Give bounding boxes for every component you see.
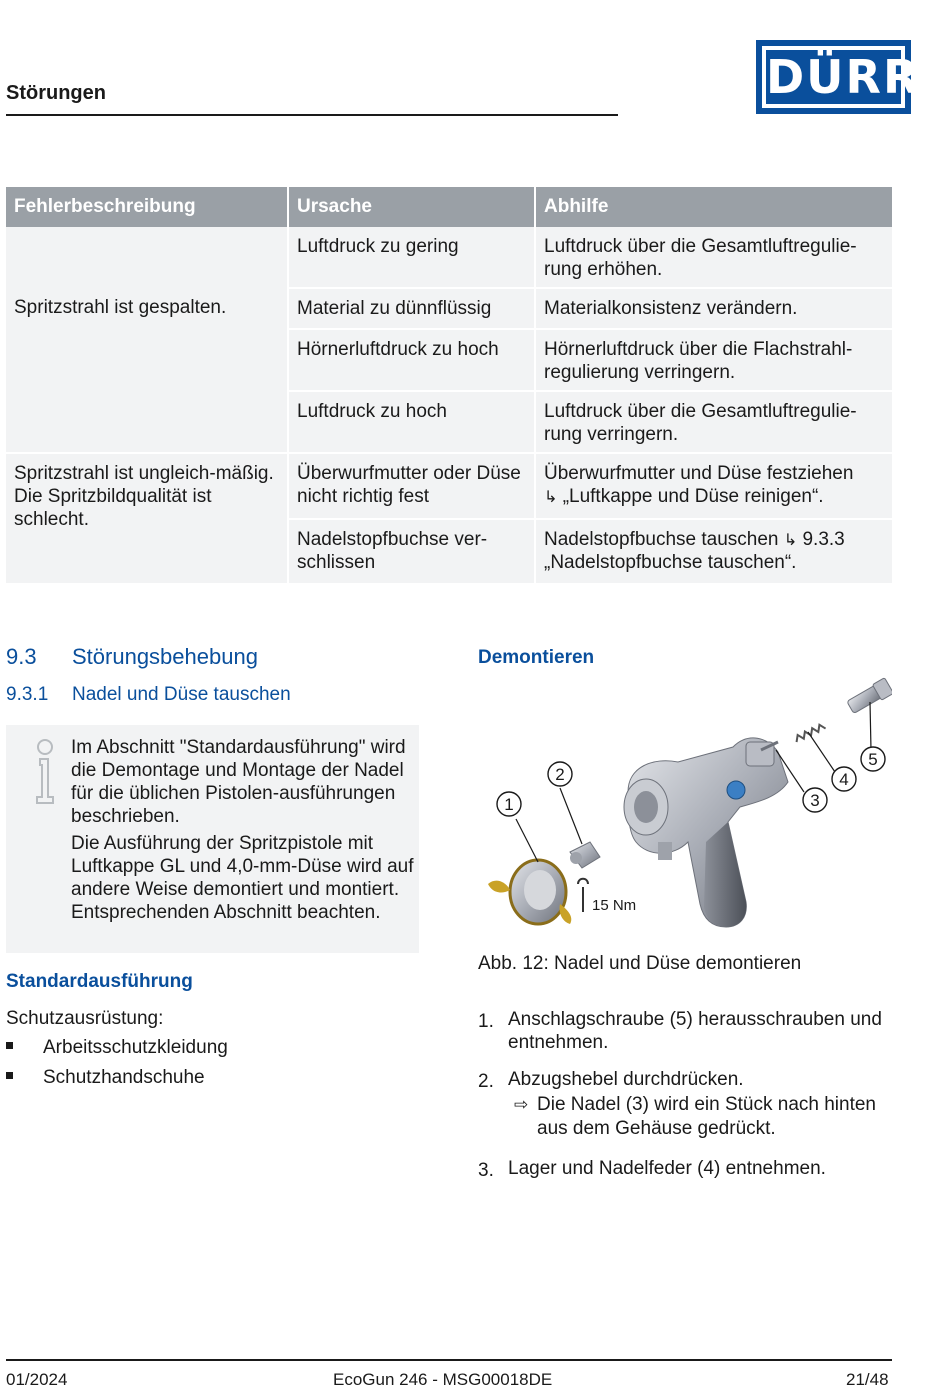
section-number: 9.3 xyxy=(6,644,37,669)
result-arrow-icon: ⇨ xyxy=(514,1095,529,1115)
subsection-number: 9.3.1 xyxy=(6,684,49,705)
footer-page-number: 21/48 xyxy=(846,1370,889,1389)
callout-label: 1 xyxy=(504,795,514,814)
list-item xyxy=(6,1067,205,1089)
table-cell-description xyxy=(6,391,288,453)
table-header-row xyxy=(6,187,892,227)
header-divider xyxy=(6,114,618,116)
footer-date: 01/2024 xyxy=(6,1370,68,1389)
subsection-title: Nadel und Düse tauschen xyxy=(72,684,291,705)
remedy-text: Nadelstopfbuchse tauschen xyxy=(544,529,779,550)
step-text: Lager und Nadelfeder (4) entnehmen. xyxy=(508,1158,826,1179)
table-cell-remedy: Materialkonsistenz verändern. xyxy=(535,288,892,329)
list-item xyxy=(6,1037,228,1059)
step-item xyxy=(478,1068,892,1094)
standard-heading: Standardausführung xyxy=(6,971,193,992)
section-heading xyxy=(6,644,258,670)
equipment-label: Schutzausrüstung: xyxy=(6,1008,164,1029)
step-item xyxy=(478,1157,892,1183)
table-cell-remedy: Luftdruck über die Gesamtluftregulie-rung verringern. xyxy=(535,391,892,453)
step-text: Anschlagschraube (5) herausschrauben und entnehmen. xyxy=(508,1009,882,1053)
cross-reference-link[interactable]: „Nadelstopfbuchse tauschen“. xyxy=(544,552,797,573)
table-row xyxy=(6,288,892,329)
torque-label: 15 Nm xyxy=(592,897,637,914)
step-item xyxy=(478,1008,892,1056)
info-icon xyxy=(32,737,58,807)
table-cell-cause: Nadelstopfbuchse ver-schlissen xyxy=(288,519,535,583)
step-text: Abzugshebel durchdrücken. xyxy=(508,1069,744,1090)
table-cell-remedy xyxy=(535,453,892,519)
table-cell-description xyxy=(6,329,288,391)
step-number: 2. xyxy=(478,1071,494,1092)
table-cell-description xyxy=(6,227,288,288)
table-row xyxy=(6,329,892,391)
spray-gun-exploded-figure xyxy=(478,672,892,942)
table-row xyxy=(6,453,892,519)
subsection-heading xyxy=(6,684,291,706)
info-note xyxy=(6,725,419,953)
table-cell-cause: Luftdruck zu gering xyxy=(288,227,535,288)
cross-reference-link[interactable]: „Luftkappe und Düse reinigen“. xyxy=(562,486,824,507)
table-cell-cause: Überwurfmutter oder Düse nicht richtig fest xyxy=(288,453,535,519)
footer-document-id: EcoGun 246 - MSG00018DE xyxy=(333,1370,553,1389)
remedy-text: Überwurfmutter und Düse festziehen xyxy=(544,463,854,484)
table-cell-description: Spritzstrahl ist gespalten. xyxy=(6,288,288,329)
cross-reference-arrow-icon: ↳ xyxy=(544,487,558,506)
cross-reference-arrow-icon: ↳ xyxy=(783,530,798,549)
table-cell-remedy: Luftdruck über die Gesamtluftregulie-rung erhöhen. xyxy=(535,227,892,288)
table-row xyxy=(6,391,892,453)
demontieren-heading: Demontieren xyxy=(478,647,595,668)
table-cell-cause: Material zu dünnflüssig xyxy=(288,288,535,329)
table-cell-cause: Hörnerluftdruck zu hoch xyxy=(288,329,535,391)
result-text: Die Nadel (3) wird ein Stück nach hinten aus dem Gehäuse gedrückt. xyxy=(537,1094,877,1139)
cross-reference-number[interactable]: 9.3.3 xyxy=(802,529,845,550)
bullet-icon xyxy=(6,1042,13,1049)
section-title: Störungsbehebung xyxy=(72,644,258,669)
column-header-remedy: Abhilfe xyxy=(535,187,892,227)
step-number: 3. xyxy=(478,1160,494,1181)
bullet-icon xyxy=(6,1072,13,1079)
figure-caption: Abb. 12: Nadel und Düse demontieren xyxy=(478,953,802,974)
note-paragraph: Im Abschnitt "Standardausführung" wird die Demontage und Montage der Nadel für die üblichen Pistolen-ausführungen beschrieben. xyxy=(71,737,406,827)
step-number: 1. xyxy=(478,1011,494,1032)
table-cell-remedy xyxy=(535,519,892,583)
table-row xyxy=(6,227,892,288)
table-cell-cause: Luftdruck zu hoch xyxy=(288,391,535,453)
callout-label: 5 xyxy=(868,750,878,769)
callout-label: 2 xyxy=(555,765,565,784)
table-cell-description: Spritzstrahl ist ungleich-mäßig. Die Spritzbildqualität ist schlecht. xyxy=(6,453,288,583)
step-result xyxy=(514,1093,894,1143)
note-paragraph: Die Ausführung der Spritzpistole mit Luftkappe GL und 4,0-mm-Düse wird auf andere Weise demontiert und montiert. Entsprechenden Abschnitt beachten. xyxy=(71,833,414,923)
list-item-text: Schutzhandschuhe xyxy=(43,1067,205,1088)
table-cell-remedy: Hörnerluftdruck über die Flachstrahl-regulierung verringern. xyxy=(535,329,892,391)
column-header-cause: Ursache xyxy=(288,187,535,227)
callout-label: 3 xyxy=(810,791,820,810)
brand-logo xyxy=(756,40,921,114)
page-header-title: Störungen xyxy=(6,82,106,104)
footer-divider xyxy=(6,1359,892,1361)
list-item-text: Arbeitsschutzkleidung xyxy=(43,1037,228,1058)
fault-table xyxy=(6,187,892,583)
note-text xyxy=(71,736,416,924)
callout-label: 4 xyxy=(839,770,849,789)
column-header-description: Fehlerbeschreibung xyxy=(6,187,288,227)
logo-text: DÜRR xyxy=(766,50,921,104)
